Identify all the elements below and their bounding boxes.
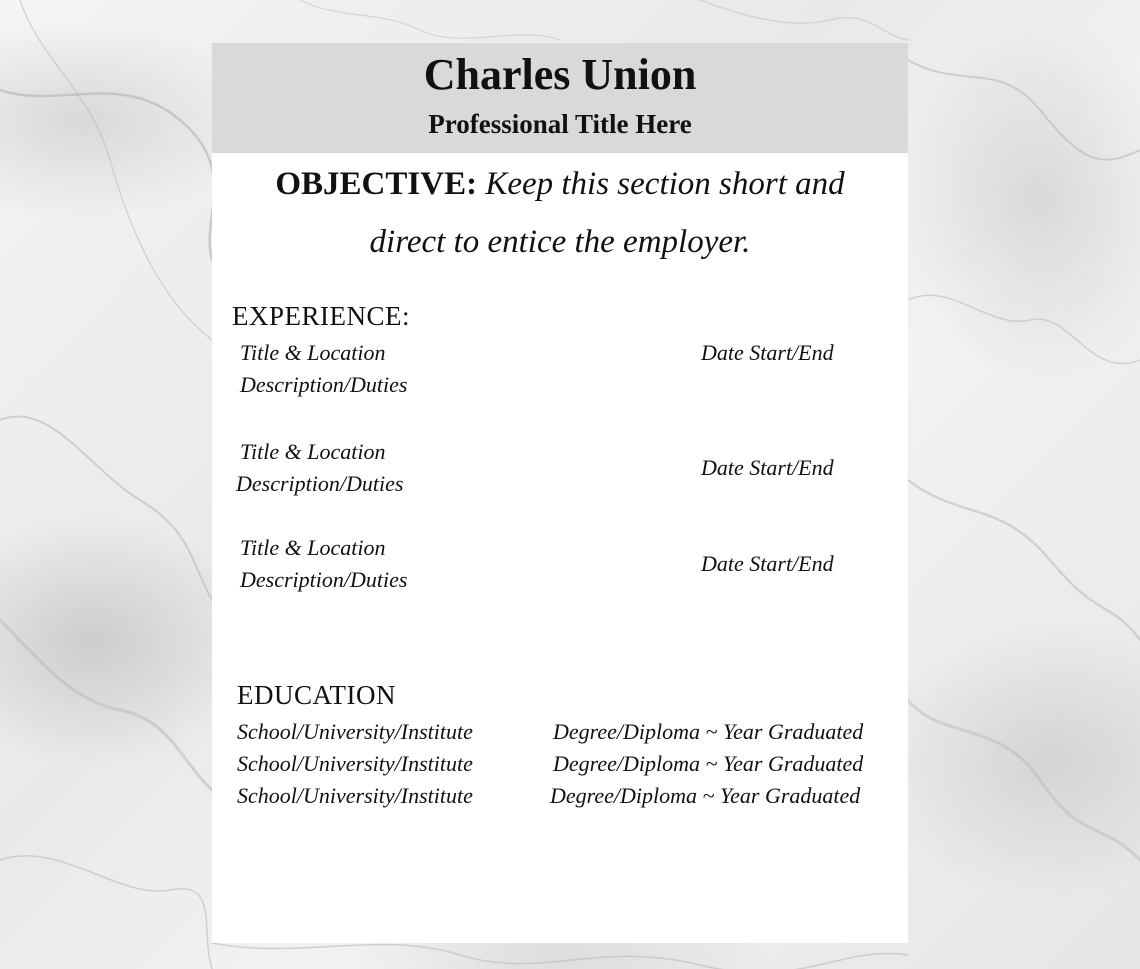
candidate-name: Charles Union bbox=[423, 50, 697, 99]
experience-3-description: Description/Duties bbox=[240, 567, 408, 592]
experience-1-description: Description/Duties bbox=[240, 372, 408, 397]
objective-text-1: Keep this section short and bbox=[485, 166, 845, 202]
education-3-degree: Degree/Diploma ~ Year Graduated bbox=[550, 783, 861, 808]
experience-2-title: Title & Location bbox=[240, 439, 386, 464]
header-band bbox=[212, 43, 908, 153]
objective-section bbox=[242, 155, 878, 271]
resume-page bbox=[212, 43, 908, 943]
education-heading: EDUCATION bbox=[237, 680, 396, 710]
experience-3-title: Title & Location bbox=[240, 535, 386, 560]
education-2-school: School/University/Institute bbox=[237, 751, 473, 776]
education-1-degree: Degree/Diploma ~ Year Graduated bbox=[553, 719, 864, 744]
education-2-degree: Degree/Diploma ~ Year Graduated bbox=[553, 751, 864, 776]
experience-1-title: Title & Location bbox=[240, 340, 386, 365]
education-3-school: School/University/Institute bbox=[237, 783, 473, 808]
objective-label: OBJECTIVE: bbox=[275, 166, 478, 202]
objective-line-1 bbox=[242, 155, 878, 213]
experience-2-description: Description/Duties bbox=[236, 471, 404, 496]
experience-3-dates: Date Start/End bbox=[701, 551, 834, 576]
education-1-school: School/University/Institute bbox=[237, 719, 473, 744]
experience-1-dates: Date Start/End bbox=[701, 340, 834, 365]
objective-text-2: direct to entice the employer. bbox=[369, 224, 751, 260]
experience-heading: EXPERIENCE: bbox=[232, 301, 410, 331]
experience-2-dates: Date Start/End bbox=[701, 455, 834, 480]
professional-title: Professional Title Here bbox=[428, 109, 692, 139]
